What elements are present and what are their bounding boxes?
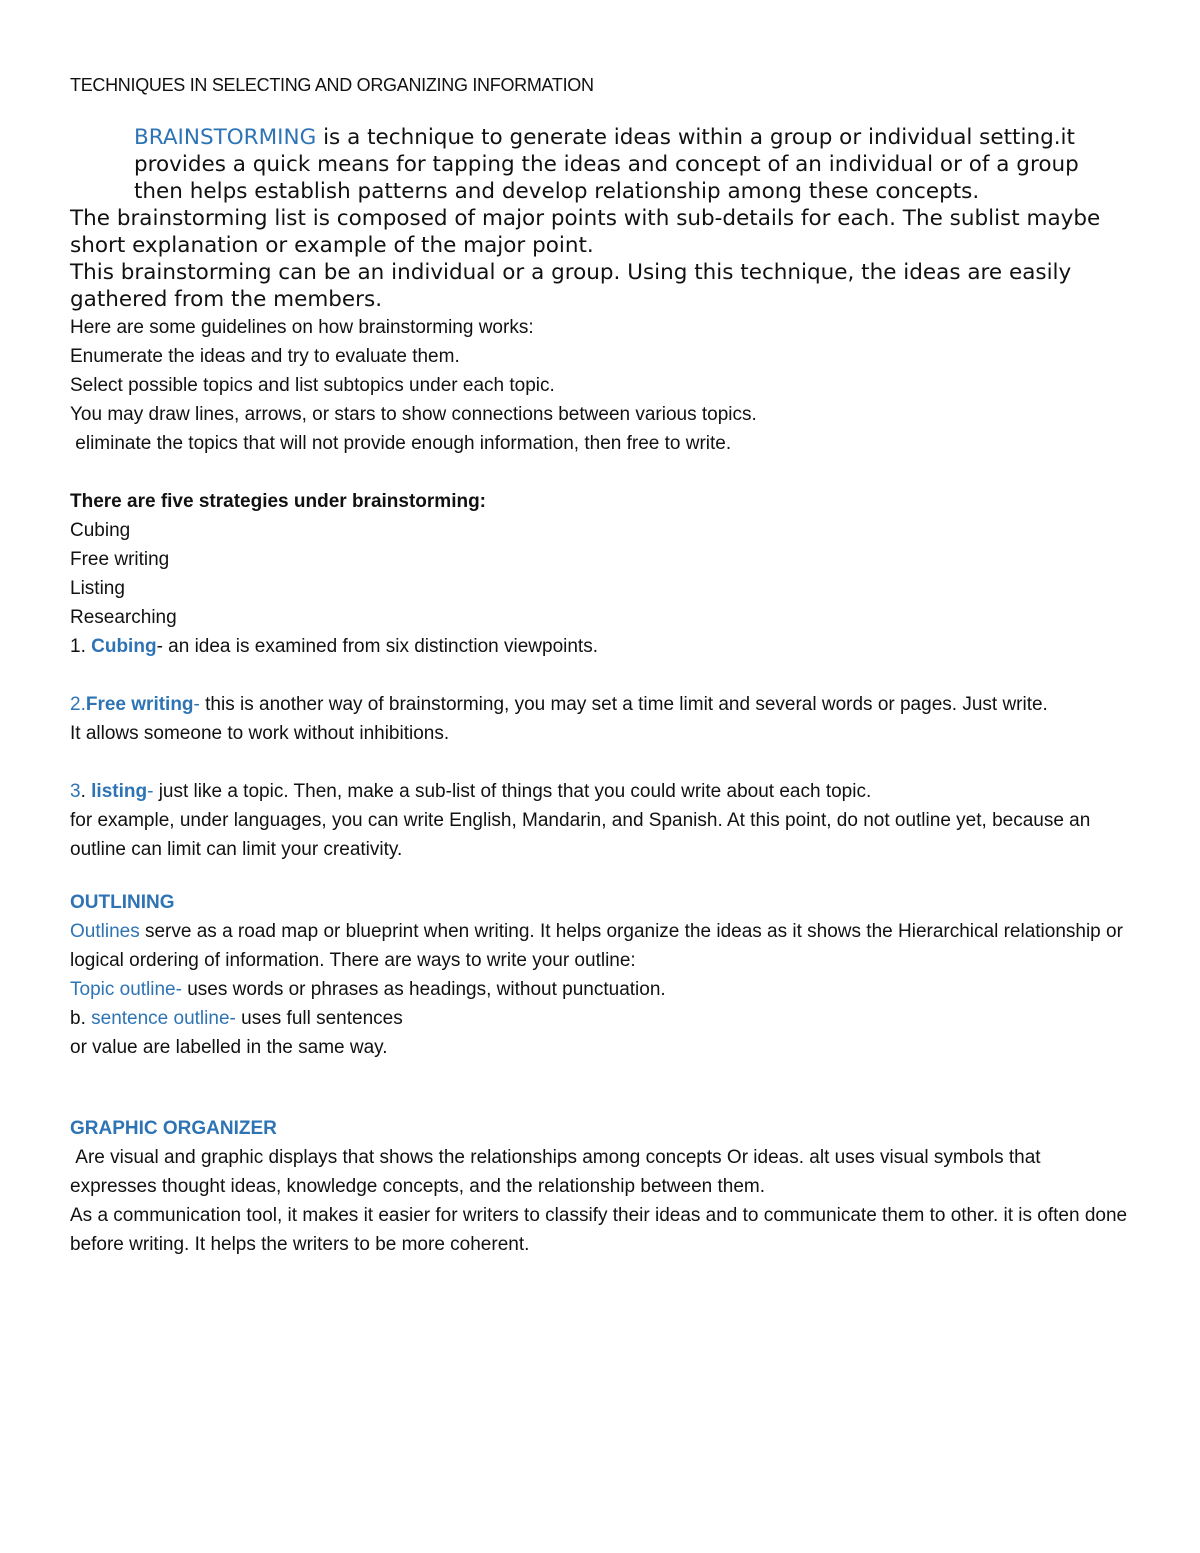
freewriting-line-2: It allows someone to work without inhibitions. bbox=[70, 723, 450, 744]
spacer bbox=[70, 661, 1130, 690]
listing-dash: - bbox=[147, 781, 154, 802]
outlines-term: Outlines bbox=[70, 921, 140, 942]
strategy-item: Free writing bbox=[70, 549, 170, 570]
spacer bbox=[70, 1062, 1130, 1114]
listing-section bbox=[70, 777, 1130, 864]
strategy-item: Cubing bbox=[70, 520, 131, 541]
sentence-outline-prefix: b. bbox=[70, 1008, 92, 1029]
document-title: TECHNIQUES IN SELECTING AND ORGANIZING INFORMATION bbox=[70, 75, 594, 95]
spacer bbox=[70, 748, 1130, 777]
freewriting-definition bbox=[70, 690, 1130, 719]
cubing-text: - an idea is examined from six distinction viewpoints. bbox=[156, 636, 598, 657]
guidelines-section bbox=[70, 313, 1130, 458]
listing-term: listing bbox=[91, 781, 148, 802]
listing-line-2: for example, under languages, you can write English, Mandarin, and Spanish. At this point, do not outline yet, because an outline can limit can limit your creativity. bbox=[70, 810, 1091, 860]
listing-text: just like a topic. Then, make a sub-list of things that you could write about each topic. bbox=[153, 781, 872, 802]
brainstorming-paragraph-2: The brainstorming list is composed of major points with sub-details for each. The sublist maybe short explanation or example of the major point. bbox=[70, 206, 1101, 258]
strategies-heading: There are five strategies under brainstorming: bbox=[70, 491, 487, 512]
graphic-organizer-paragraph-1: Are visual and graphic displays that shows the relationships among concepts Or ideas. alt uses visual symbols that expresses thought ideas, knowledge concepts, and the relationship between them. bbox=[70, 1147, 1046, 1197]
spacer bbox=[70, 864, 1130, 888]
brainstorming-intro bbox=[70, 124, 1130, 313]
outlining-section bbox=[70, 888, 1130, 1062]
topic-outline-term: Topic outline- bbox=[70, 979, 182, 1000]
freewriting-term: Free writing bbox=[85, 694, 194, 715]
guidelines-intro: Here are some guidelines on how brainstorming works: bbox=[70, 317, 534, 338]
topic-outline-item bbox=[70, 975, 1130, 1004]
freewriting-dash: - bbox=[193, 694, 200, 715]
cubing-definition bbox=[70, 632, 1130, 661]
graphic-organizer-paragraph-2: As a communication tool, it makes it easier for writers to classify their ideas and to communicate them to other. it is often done before writing. It helps the writers to be more coherent. bbox=[70, 1205, 1128, 1255]
outlining-paragraph bbox=[70, 917, 1130, 975]
guideline-item: You may draw lines, arrows, or stars to show connections between various topics. bbox=[70, 404, 757, 425]
cubing-number: 1. bbox=[70, 636, 92, 657]
sentence-outline-term: sentence outline- bbox=[91, 1008, 236, 1029]
brainstorming-paragraph-3: This brainstorming can be an individual or a group. Using this technique, the ideas are easily gathered from the members. bbox=[70, 260, 1072, 312]
document-page bbox=[70, 72, 1130, 1259]
outlining-heading: OUTLINING bbox=[70, 892, 175, 913]
brainstorming-definition: is a technique to generate ideas within a group or individual setting.it provides a quick means for tapping the ideas and concept of an individual or of a group then helps establish patterns and develop relationship among these concepts. bbox=[134, 125, 1079, 204]
strategy-item: Researching bbox=[70, 607, 177, 628]
listing-definition bbox=[70, 777, 1130, 806]
brainstorming-paragraph-1 bbox=[70, 124, 1130, 205]
guideline-item: eliminate the topics that will not provide enough information, then free to write. bbox=[70, 433, 732, 454]
graphic-organizer-section bbox=[70, 1114, 1130, 1259]
freewriting-number: 2. bbox=[70, 694, 86, 715]
listing-dot: . bbox=[80, 781, 92, 802]
guideline-item: Enumerate the ideas and try to evaluate them. bbox=[70, 346, 460, 367]
guideline-item: Select possible topics and list subtopics under each topic. bbox=[70, 375, 555, 396]
strategies-section bbox=[70, 487, 1130, 661]
outlining-last-line: or value are labelled in the same way. bbox=[70, 1037, 388, 1058]
listing-number: 3 bbox=[70, 781, 81, 802]
sentence-outline-item bbox=[70, 1004, 1130, 1033]
outlines-text: serve as a road map or blueprint when writing. It helps organize the ideas as it shows the Hierarchical relationship or logical ordering of information. There are ways to write your outline: bbox=[70, 921, 1123, 971]
sentence-outline-text: uses full sentences bbox=[235, 1008, 403, 1029]
topic-outline-text: uses words or phrases as headings, without punctuation. bbox=[181, 979, 666, 1000]
spacer bbox=[70, 458, 1130, 487]
graphic-organizer-heading: GRAPHIC ORGANIZER bbox=[70, 1118, 277, 1139]
freewriting-section bbox=[70, 690, 1130, 748]
brainstorming-term: BRAINSTORMING bbox=[134, 125, 317, 150]
cubing-term: Cubing bbox=[91, 636, 157, 657]
strategy-item: Listing bbox=[70, 578, 125, 599]
freewriting-text: this is another way of brainstorming, you may set a time limit and several words or pages. Just write. bbox=[199, 694, 1048, 715]
